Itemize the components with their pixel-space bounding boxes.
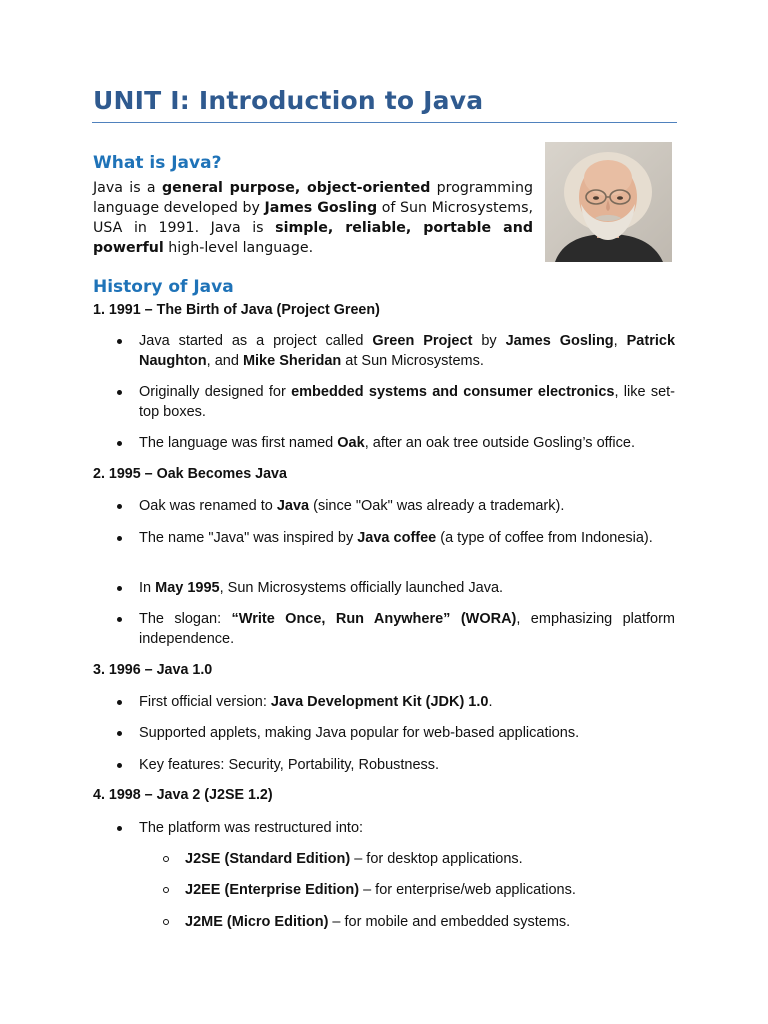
- section-1996-title: 3. 1996 – Java 1.0: [93, 662, 213, 678]
- page-title: UNIT I: Introduction to Java: [93, 86, 484, 115]
- history-heading: History of Java: [93, 277, 234, 297]
- sub-bullet-icon: [163, 856, 169, 862]
- bullet-icon: [117, 390, 122, 395]
- list-item: The slogan: “Write Once, Run Anywhere” (WORA), emphasizing platform independence.: [139, 611, 675, 647]
- list-item: The name "Java" was inspired by Java coffee (a type of coffee from Indonesia).: [139, 530, 653, 546]
- sub-list-item: J2EE (Enterprise Edition) – for enterprise/web applications.: [185, 882, 576, 898]
- james-gosling-photo: [545, 142, 672, 262]
- list-item: The language was first named Oak, after an oak tree outside Gosling’s office.: [139, 435, 635, 451]
- bullet-icon: [117, 339, 122, 344]
- list-item: In May 1995, Sun Microsystems officially launched Java.: [139, 580, 504, 596]
- section-1995-title: 2. 1995 – Oak Becomes Java: [93, 466, 287, 482]
- intro-paragraph: Java is a general purpose, object-oriented programming language developed by James Gosling of Sun Microsystems, USA in 1991. Java is simple, reliable, portable and powerful high-level language.: [93, 180, 533, 256]
- bullet-icon: [117, 763, 122, 768]
- bullet-icon: [117, 536, 122, 541]
- list-item: Java started as a project called Green Project by James Gosling, Patrick Naughton, and Mike Sheridan at Sun Microsystems.: [139, 333, 676, 369]
- list-item: The platform was restructured into:: [139, 820, 364, 836]
- what-is-java-heading: What is Java?: [93, 153, 222, 173]
- list-item: Originally designed for embedded systems and consumer electronics, like set-top boxes.: [139, 384, 675, 420]
- sub-bullet-icon: [163, 887, 169, 893]
- bullet-icon: [117, 700, 122, 705]
- bullet-icon: [117, 504, 122, 509]
- bullet-icon: [117, 826, 122, 831]
- bullet-icon: [117, 441, 122, 446]
- title-divider: [92, 122, 677, 123]
- section-1991-title: 1. 1991 – The Birth of Java (Project Green): [93, 302, 380, 318]
- list-item: Supported applets, making Java popular for web-based applications.: [139, 725, 580, 741]
- sub-list-item: J2ME (Micro Edition) – for mobile and embedded systems.: [185, 914, 571, 930]
- sub-list-item: J2SE (Standard Edition) – for desktop applications.: [185, 851, 523, 867]
- bullet-icon: [117, 617, 122, 622]
- section-1998-title: 4. 1998 – Java 2 (J2SE 1.2): [93, 787, 273, 803]
- sub-bullet-icon: [163, 919, 169, 925]
- list-item: First official version: Java Development Kit (JDK) 1.0.: [139, 694, 493, 710]
- bullet-icon: [117, 731, 122, 736]
- list-item: Key features: Security, Portability, Robustness.: [139, 757, 440, 773]
- bullet-icon: [117, 586, 122, 591]
- list-item: Oak was renamed to Java (since "Oak" was already a trademark).: [139, 498, 565, 514]
